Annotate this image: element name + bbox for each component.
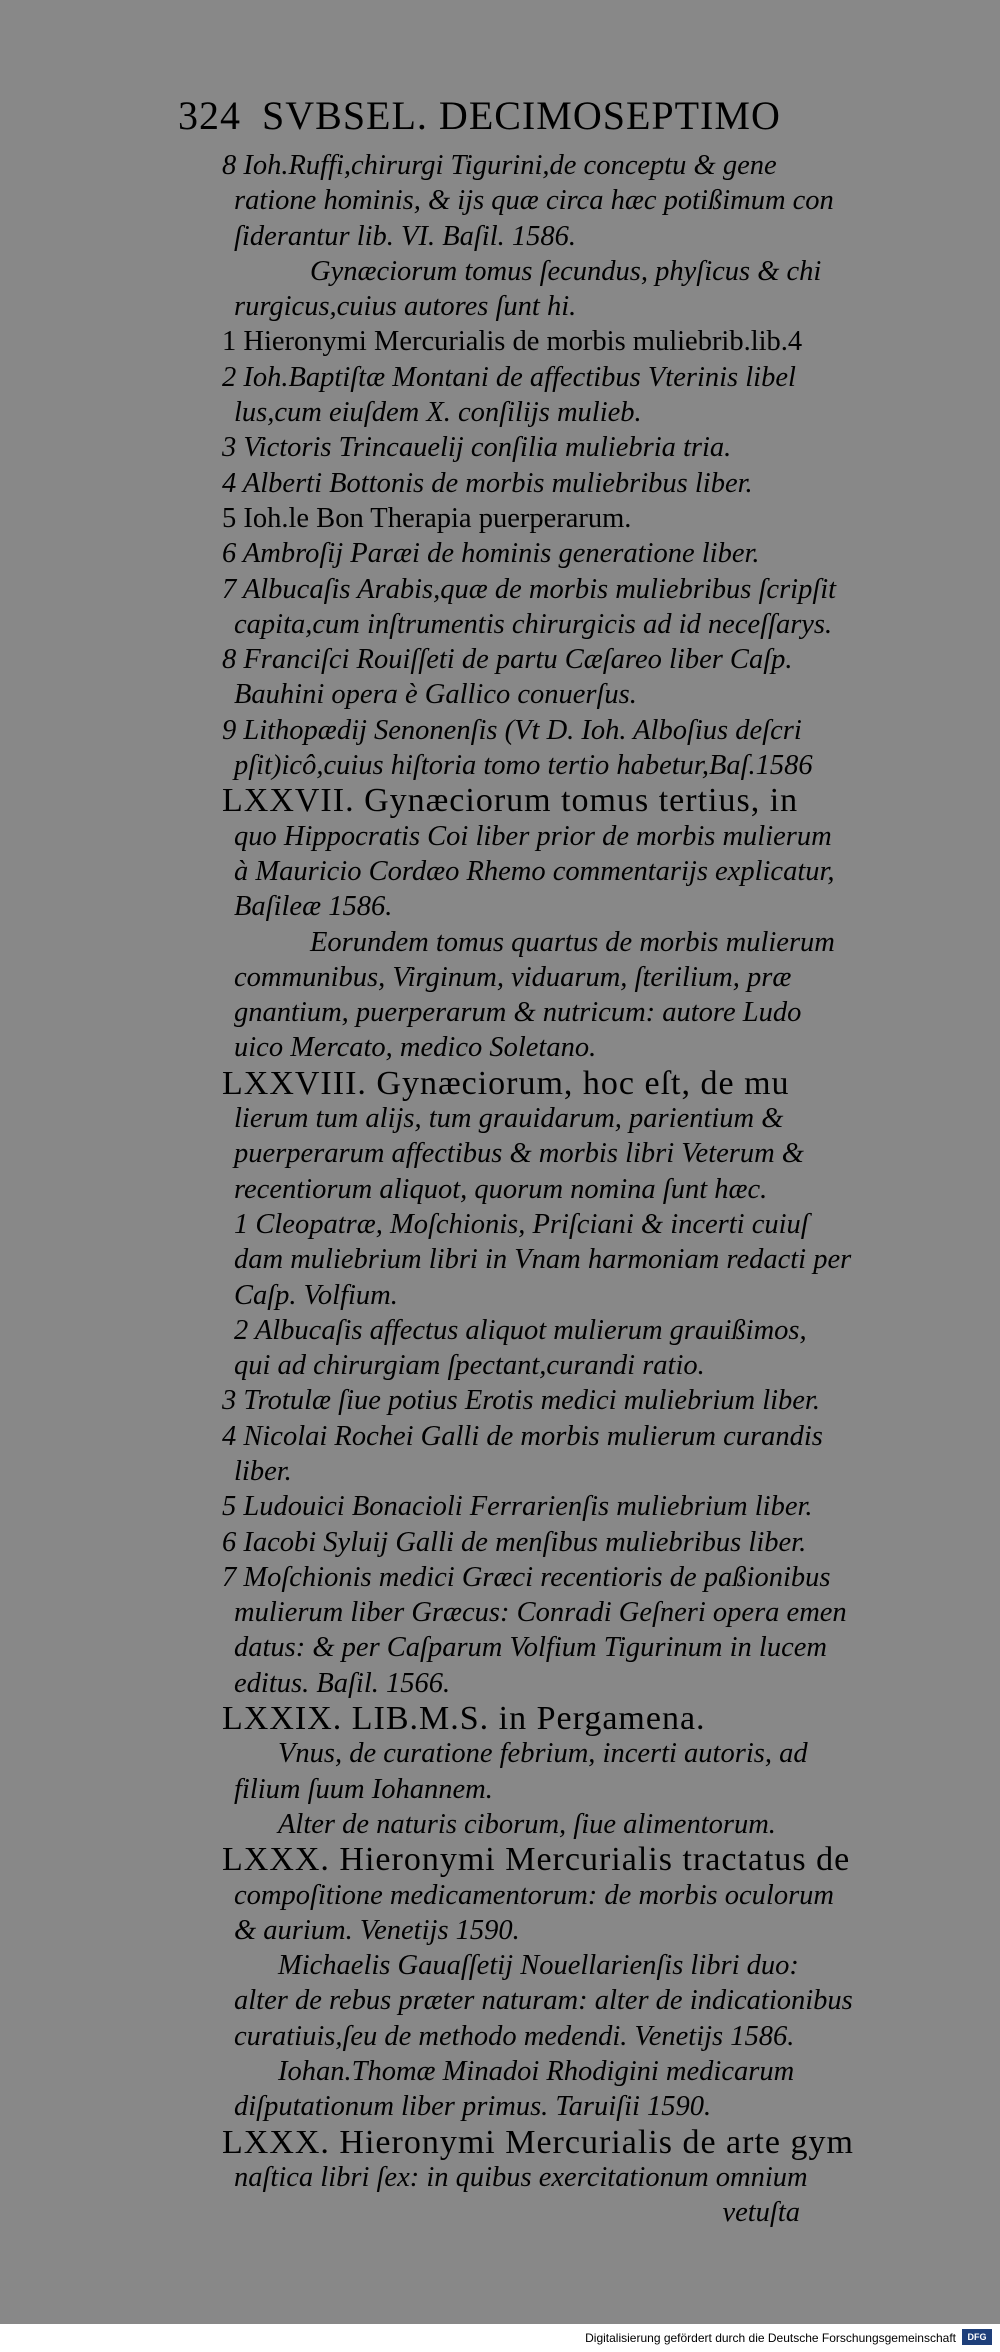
text-line: naſtica libri ſex: in quibus exercitationum omnium (234, 2161, 808, 2193)
section-heading: LXXVII. Gynæciorum tomus tertius, in (222, 782, 799, 820)
text-line: lierum tum alijs, tum grauidarum, parientium & (234, 1103, 784, 1135)
section-heading: LXXIX. LIB.M.S. in Pergamena. (222, 1700, 706, 1738)
text-line: capita,cum inſtrumentis chirurgicis ad id neceſſarys. (234, 608, 833, 640)
page-number: 324 (178, 93, 241, 138)
text-line: liber. (234, 1455, 292, 1487)
text-line: 9 Lithopædij Senonenſis (Vt D. Ioh. Alboſius deſcri (222, 714, 802, 746)
text-line: mulierum liber Græcus: Conradi Geſneri opera emen (234, 1597, 847, 1629)
text-line: 6 Iacobi Syluij Galli de menſibus muliebribus liber. (222, 1526, 807, 1558)
text-line: pſit)icô,cuius hiſtoria tomo tertio habetur,Baſ.1586 (234, 750, 813, 782)
text-line: 3 Trotulæ ſiue potius Erotis medici muliebrium liber. (222, 1385, 820, 1417)
text-line: quo Hippocratis Coi liber prior de morbis mulierum (234, 820, 832, 852)
text-line: & aurium. Venetijs 1590. (234, 1914, 520, 1946)
text-line: Caſp. Volfium. (234, 1279, 398, 1311)
text-line: Alter de naturis ciborum, ſiue alimentorum. (278, 1808, 776, 1840)
text-line: diſputationum liber primus. Taruiſii 1590. (234, 2091, 712, 2123)
footer-credit: Digitalisierung gefördert durch die Deutsche Forschungsgemeinschaft (585, 2331, 956, 2345)
section-heading: LXXVIII. Gynæciorum, hoc eſt, de mu (222, 1064, 790, 1102)
text-line: Baſileæ 1586. (234, 891, 393, 923)
text-line: 5 Ioh.le Bon Therapia puerperarum. (222, 502, 632, 534)
section-heading: LXXX. Hieronymi Mercurialis tractatus de (222, 1841, 851, 1879)
catchword: vetuſta (722, 2197, 800, 2229)
text-line: 1 Cleopatræ, Moſchionis, Priſciani & incerti cuiuſ (234, 1208, 809, 1240)
text-line: 7 Moſchionis medici Græci recentioris de paßionibus (222, 1561, 831, 1593)
text-line: Vnus, de curatione febrium, incerti autoris, ad (278, 1738, 808, 1770)
text-line: Iohan.Thomæ Minadoi Rhodigini medicarum (278, 2056, 795, 2088)
text-line: dam muliebrium libri in Vnam harmoniam redacti per (234, 1244, 852, 1276)
text-line: à Mauricio Cordæo Rhemo commentarijs explicatur, (234, 855, 835, 887)
text-line: 1 Hieronymi Mercurialis de morbis muliebrib.lib.4 (222, 326, 803, 358)
digitization-footer (0, 2324, 1000, 2352)
catalog-text (222, 148, 854, 2231)
text-line: 8 Ioh.Ruffi,chirurgi Tigurini,de conceptu & gene (222, 150, 777, 181)
text-line: datus: & per Caſparum Volfium Tigurinum in lucem (234, 1632, 827, 1664)
text-line: rurgicus,cuius autores ſunt hi. (234, 291, 577, 323)
text-line: uico Mercato, medico Soletano. (234, 1032, 597, 1064)
text-line: recentiorum aliquot, quorum nomina ſunt hæc. (234, 1173, 768, 1205)
text-line: Eorundem tomus quartus de morbis mulierum (310, 926, 835, 958)
text-line: alter de rebus præter naturam: alter de indicationibus (234, 1985, 853, 2017)
text-line: 6 Ambroſij Paræi de hominis generatione liber. (222, 538, 760, 570)
text-line: communibus, Virginum, viduarum, ſterilium, præ (234, 961, 792, 993)
text-line: 8 Franciſci Rouiſſeti de partu Cæſareo liber Caſp. (222, 644, 793, 676)
text-line: 4 Nicolai Rochei Galli de morbis mulierum curandis (222, 1420, 823, 1452)
text-line: filium ſuum Iohannem. (234, 1773, 493, 1805)
text-line: qui ad chirurgiam ſpectant,curandi ratio. (234, 1350, 705, 1382)
text-line: Gynæciorum tomus ſecundus, phyſicus & chi (310, 255, 822, 287)
text-line: 3 Victoris Trincauelij conſilia muliebria tria. (222, 432, 732, 464)
section-heading: LXXX. Hieronymi Mercurialis de arte gym (222, 2123, 854, 2161)
text-line: 2 Ioh.Baptiſtæ Montani de affectibus Vterinis libel (222, 361, 796, 393)
text-line: Bauhini opera è Gallico conuerſus. (234, 679, 637, 711)
text-line: lus,cum eiuſdem X. conſilijs mulieb. (234, 397, 642, 429)
dfg-logo-icon: DFG (962, 2329, 992, 2345)
text-line: editus. Baſil. 1566. (234, 1667, 451, 1699)
text-line: 4 Alberti Bottonis de morbis muliebribus liber. (222, 467, 753, 499)
text-line: puerperarum affectibus & morbis libri Veterum & (234, 1138, 804, 1170)
page-header (178, 92, 781, 139)
text-line: 2 Albucaſis affectus aliquot mulierum grauißimos, (234, 1314, 807, 1346)
text-line: gnantium, puerperarum & nutricum: autore Ludo (234, 997, 802, 1029)
text-line: 7 Albucaſis Arabis,quæ de morbis muliebribus ſcripſit (222, 573, 837, 605)
text-line: 5 Ludouici Bonacioli Ferrarienſis muliebrium liber. (222, 1491, 813, 1523)
text-line: ſiderantur lib. VI. Baſil. 1586. (234, 220, 576, 252)
text-line: curatiuis,ſeu de methodo medendi. Venetijs 1586. (234, 2020, 795, 2052)
text-line: Michaelis Gauaſſetij Nouellarienſis libri duo: (278, 1950, 799, 1982)
text-line: ratione hominis, & ijs quæ circa hæc potißimum con (234, 185, 834, 217)
running-title: SVBSEL. DECIMOSEPTIMO (262, 93, 781, 138)
text-line: compoſitione medicamentorum: de morbis oculorum (234, 1879, 834, 1911)
